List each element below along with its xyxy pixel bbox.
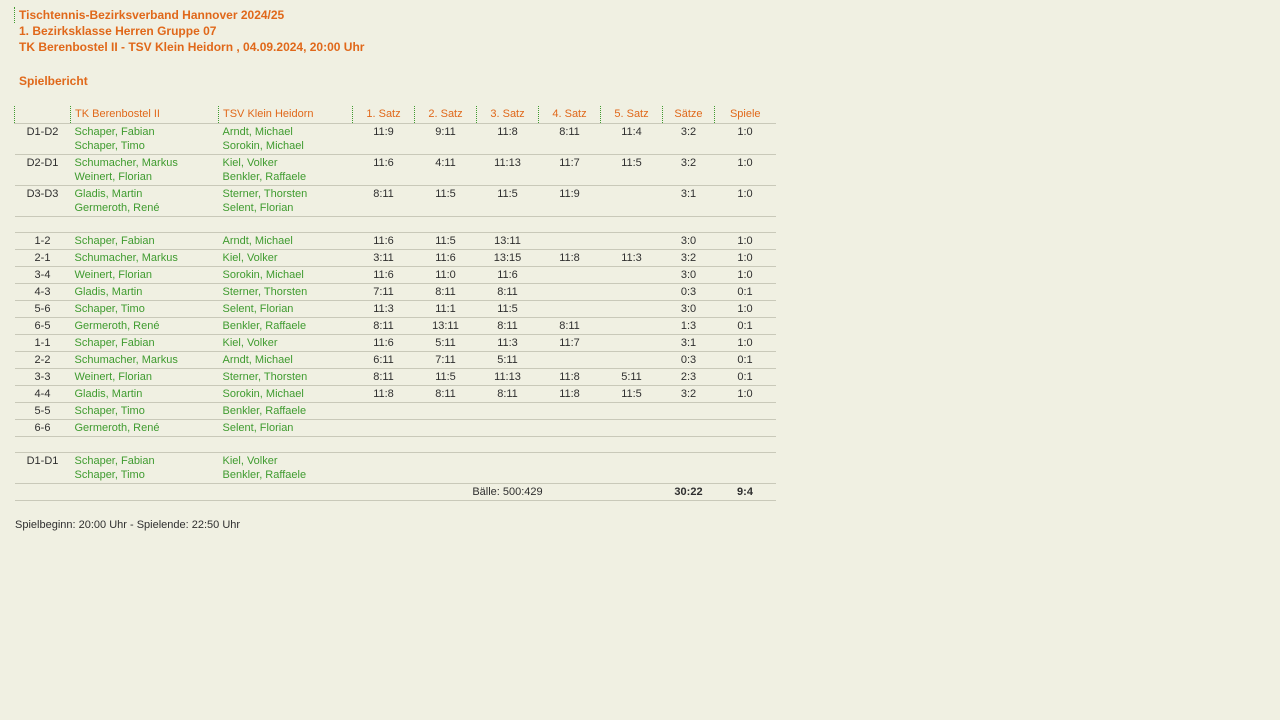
set-score-cell — [601, 233, 663, 250]
column-header-spiele: Spiele — [715, 106, 776, 124]
set-score-cell: 8:11 — [477, 386, 539, 403]
games-result-cell: 1:0 — [715, 301, 776, 318]
home-player-cell — [71, 420, 219, 437]
set-score-cell — [539, 453, 601, 484]
match-number-cell: D3-D3 — [15, 186, 71, 217]
sets-result-cell: 3:0 — [663, 301, 715, 318]
sets-result-cell: 3:0 — [663, 267, 715, 284]
singles-row — [15, 284, 776, 301]
sets-total-cell: 30:22 — [663, 484, 715, 501]
player-link[interactable]: Schaper, Timo — [74, 469, 145, 481]
home-player-cell — [71, 186, 219, 217]
set-score-cell: 11:5 — [415, 233, 477, 250]
games-result-cell: 0:1 — [715, 369, 776, 386]
match-number-cell: 1-1 — [15, 335, 71, 352]
match-number-cell: 4-4 — [15, 386, 71, 403]
association-title: Tischtennis-Bezirksverband Hannover 2024/25 — [14, 7, 284, 23]
away-player-cell — [219, 267, 353, 284]
match-number-cell: D2-D1 — [15, 155, 71, 186]
set-score-cell: 11:6 — [353, 233, 415, 250]
column-header-home-team: TK Berenbostel II — [71, 106, 219, 124]
away-player-cell — [219, 155, 353, 186]
set-score-cell — [601, 301, 663, 318]
sets-result-cell — [663, 453, 715, 484]
games-result-cell: 1:0 — [715, 386, 776, 403]
singles-row — [15, 369, 776, 386]
singles-row — [15, 250, 776, 267]
player-link[interactable]: Gladis, Martin — [74, 286, 143, 298]
player-link[interactable]: Benkler, Raffaele — [222, 405, 307, 417]
column-header-set4: 4. Satz — [539, 106, 601, 124]
spacer-row — [15, 217, 776, 233]
away-player-cell — [219, 335, 353, 352]
home-player-cell — [71, 284, 219, 301]
column-header-saetze: Sätze — [663, 106, 715, 124]
set-score-cell — [539, 403, 601, 420]
match-number-cell: 1-2 — [15, 233, 71, 250]
match-title: TK Berenbostel II - TSV Klein Heidorn , 04.09.2024, 20:00 Uhr — [19, 40, 365, 54]
column-header-match — [15, 106, 71, 124]
player-link[interactable]: Gladis, Martin — [74, 388, 143, 400]
player-link[interactable]: Arndt, Michael — [222, 354, 293, 366]
home-player-cell — [71, 250, 219, 267]
set-score-cell: 8:11 — [477, 318, 539, 335]
sets-result-cell: 0:3 — [663, 284, 715, 301]
home-player-cell — [71, 403, 219, 420]
sets-result-cell: 3:2 — [663, 124, 715, 155]
player-link[interactable]: Sorokin, Michael — [222, 140, 304, 152]
player-link[interactable]: Sterner, Thorsten — [222, 188, 308, 200]
away-player-cell — [219, 124, 353, 155]
set-score-cell: 11:7 — [539, 335, 601, 352]
away-player-cell — [219, 369, 353, 386]
home-player-cell — [71, 318, 219, 335]
set-score-cell: 13:11 — [477, 233, 539, 250]
report-heading: Spielbericht — [19, 74, 88, 88]
set-score-cell: 11:6 — [353, 335, 415, 352]
set-score-cell: 8:11 — [353, 186, 415, 217]
home-player-cell — [71, 233, 219, 250]
set-score-cell: 8:11 — [353, 369, 415, 386]
league-title: 1. Bezirksklasse Herren Gruppe 07 — [19, 24, 217, 38]
player-link[interactable]: Arndt, Michael — [222, 235, 293, 247]
set-score-cell: 11:6 — [353, 155, 415, 186]
player-link[interactable]: Selent, Florian — [222, 303, 294, 315]
set-score-cell: 8:11 — [539, 318, 601, 335]
set-score-cell — [539, 420, 601, 437]
set-score-cell: 11:5 — [477, 301, 539, 318]
player-link[interactable]: Selent, Florian — [222, 202, 294, 214]
match-number-cell: 5-6 — [15, 301, 71, 318]
player-link[interactable]: Schaper, Fabian — [74, 455, 155, 467]
player-link[interactable]: Weinert, Florian — [74, 371, 152, 383]
games-result-cell: 1:0 — [715, 124, 776, 155]
player-link[interactable]: Benkler, Raffaele — [222, 469, 307, 481]
set-score-cell — [415, 453, 477, 484]
match-report-table — [14, 106, 776, 501]
sets-result-cell: 3:2 — [663, 250, 715, 267]
games-result-cell: 1:0 — [715, 250, 776, 267]
player-link[interactable]: Germeroth, René — [74, 320, 160, 332]
games-total-cell: 9:4 — [715, 484, 776, 501]
home-player-cell — [71, 267, 219, 284]
set-score-cell — [601, 453, 663, 484]
home-player-cell — [71, 369, 219, 386]
player-link[interactable]: Schumacher, Markus — [74, 354, 178, 366]
doubles-row — [15, 453, 776, 484]
set-score-cell: 11:3 — [353, 301, 415, 318]
home-player-cell — [71, 155, 219, 186]
set-score-cell — [539, 233, 601, 250]
sets-result-cell — [663, 403, 715, 420]
match-number-cell: 3-3 — [15, 369, 71, 386]
spacer-row — [15, 437, 776, 453]
set-score-cell: 8:11 — [353, 318, 415, 335]
set-score-cell — [477, 420, 539, 437]
set-score-cell: 11:1 — [415, 301, 477, 318]
set-score-cell — [601, 352, 663, 369]
set-score-cell: 8:11 — [415, 386, 477, 403]
set-score-cell: 11:5 — [601, 386, 663, 403]
away-player-cell — [219, 250, 353, 267]
set-score-cell: 11:6 — [353, 267, 415, 284]
away-player-cell — [219, 420, 353, 437]
set-score-cell: 11:9 — [353, 124, 415, 155]
set-score-cell — [539, 352, 601, 369]
home-player-cell — [71, 301, 219, 318]
match-number-cell: 5-5 — [15, 403, 71, 420]
singles-row — [15, 420, 776, 437]
sets-result-cell: 3:0 — [663, 233, 715, 250]
set-score-cell — [601, 284, 663, 301]
set-score-cell — [601, 403, 663, 420]
page-header — [14, 7, 1280, 55]
games-result-cell: 0:1 — [715, 284, 776, 301]
set-score-cell: 11:8 — [539, 250, 601, 267]
sets-result-cell: 1:3 — [663, 318, 715, 335]
singles-row — [15, 386, 776, 403]
away-player-cell — [219, 386, 353, 403]
set-score-cell: 11:4 — [601, 124, 663, 155]
singles-row — [15, 352, 776, 369]
player-link[interactable]: Schumacher, Markus — [74, 157, 178, 169]
home-player-cell — [71, 335, 219, 352]
player-link[interactable]: Kiel, Volker — [222, 157, 278, 169]
player-link[interactable]: Weinert, Florian — [74, 269, 152, 281]
sets-result-cell: 3:2 — [663, 155, 715, 186]
set-score-cell: 7:11 — [353, 284, 415, 301]
set-score-cell: 8:11 — [415, 284, 477, 301]
games-result-cell: 0:1 — [715, 352, 776, 369]
set-score-cell — [601, 267, 663, 284]
set-score-cell: 11:0 — [415, 267, 477, 284]
set-score-cell: 11:8 — [477, 124, 539, 155]
set-score-cell: 13:11 — [415, 318, 477, 335]
games-result-cell: 1:0 — [715, 267, 776, 284]
set-score-cell: 8:11 — [539, 124, 601, 155]
spacer-cell — [15, 437, 776, 453]
set-score-cell: 5:11 — [415, 335, 477, 352]
set-score-cell: 6:11 — [353, 352, 415, 369]
set-score-cell: 11:6 — [415, 250, 477, 267]
set-score-cell: 11:13 — [477, 155, 539, 186]
totals-empty-cell — [15, 484, 353, 501]
set-score-cell — [353, 420, 415, 437]
set-score-cell: 11:8 — [353, 386, 415, 403]
set-score-cell: 11:13 — [477, 369, 539, 386]
set-score-cell — [353, 453, 415, 484]
sets-result-cell — [663, 420, 715, 437]
set-score-cell: 3:11 — [353, 250, 415, 267]
set-score-cell — [477, 403, 539, 420]
player-link[interactable]: Arndt, Michael — [222, 126, 293, 138]
set-score-cell: 4:11 — [415, 155, 477, 186]
column-header-set5: 5. Satz — [601, 106, 663, 124]
match-number-cell: 4-3 — [15, 284, 71, 301]
player-link[interactable]: Schaper, Fabian — [74, 337, 155, 349]
set-score-cell: 5:11 — [477, 352, 539, 369]
games-result-cell: 1:0 — [715, 155, 776, 186]
away-player-cell — [219, 403, 353, 420]
spacer-cell — [15, 217, 776, 233]
set-score-cell: 11:5 — [415, 369, 477, 386]
set-score-cell: 7:11 — [415, 352, 477, 369]
singles-row — [15, 267, 776, 284]
set-score-cell — [601, 186, 663, 217]
doubles-row — [15, 155, 776, 186]
away-player-cell — [219, 186, 353, 217]
sets-result-cell: 3:1 — [663, 335, 715, 352]
set-score-cell: 11:8 — [539, 369, 601, 386]
player-link[interactable]: Schumacher, Markus — [74, 252, 178, 264]
sets-result-cell: 3:1 — [663, 186, 715, 217]
doubles-row — [15, 124, 776, 155]
match-number-cell: 2-1 — [15, 250, 71, 267]
table-header — [15, 106, 776, 124]
games-result-cell — [715, 403, 776, 420]
player-link[interactable]: Kiel, Volker — [222, 252, 278, 264]
set-score-cell: 11:5 — [601, 155, 663, 186]
set-score-cell — [415, 420, 477, 437]
sets-result-cell: 0:3 — [663, 352, 715, 369]
balls-total-cell: Bälle: 500:429 — [353, 484, 663, 501]
set-score-cell: 11:3 — [601, 250, 663, 267]
match-number-cell: 6-6 — [15, 420, 71, 437]
away-player-cell — [219, 453, 353, 484]
match-number-cell: D1-D1 — [15, 453, 71, 484]
games-result-cell — [715, 453, 776, 484]
set-score-cell — [539, 284, 601, 301]
home-player-cell — [71, 386, 219, 403]
player-link[interactable]: Selent, Florian — [222, 422, 294, 434]
player-link[interactable]: Kiel, Volker — [222, 455, 278, 467]
player-link[interactable]: Germeroth, René — [74, 202, 160, 214]
away-player-cell — [219, 284, 353, 301]
sets-result-cell: 2:3 — [663, 369, 715, 386]
column-header-set1: 1. Satz — [353, 106, 415, 124]
home-player-cell — [71, 124, 219, 155]
match-number-cell: D1-D2 — [15, 124, 71, 155]
player-link[interactable]: Weinert, Florian — [74, 171, 152, 183]
singles-row — [15, 335, 776, 352]
set-score-cell — [353, 403, 415, 420]
match-number-cell: 2-2 — [15, 352, 71, 369]
away-player-cell — [219, 352, 353, 369]
match-number-cell: 6-5 — [15, 318, 71, 335]
games-result-cell: 1:0 — [715, 233, 776, 250]
player-link[interactable]: Schaper, Fabian — [74, 126, 155, 138]
set-score-cell: 11:6 — [477, 267, 539, 284]
set-score-cell: 11:5 — [477, 186, 539, 217]
player-link[interactable]: Benkler, Raffaele — [222, 320, 307, 332]
away-player-cell — [219, 233, 353, 250]
set-score-cell: 11:3 — [477, 335, 539, 352]
set-score-cell — [601, 335, 663, 352]
set-score-cell — [415, 403, 477, 420]
set-score-cell — [539, 267, 601, 284]
set-score-cell: 5:11 — [601, 369, 663, 386]
doubles-row — [15, 186, 776, 217]
player-link[interactable]: Gladis, Martin — [74, 188, 143, 200]
set-score-cell: 13:15 — [477, 250, 539, 267]
sets-result-cell: 3:2 — [663, 386, 715, 403]
singles-row — [15, 318, 776, 335]
games-result-cell — [715, 420, 776, 437]
games-result-cell: 0:1 — [715, 318, 776, 335]
set-score-cell — [477, 453, 539, 484]
games-result-cell: 1:0 — [715, 186, 776, 217]
match-number-cell: 3-4 — [15, 267, 71, 284]
singles-row — [15, 233, 776, 250]
player-link[interactable]: Schaper, Fabian — [74, 235, 155, 247]
singles-row — [15, 301, 776, 318]
away-player-cell — [219, 318, 353, 335]
player-link[interactable]: Sorokin, Michael — [222, 269, 304, 281]
player-link[interactable]: Schaper, Timo — [74, 303, 145, 315]
set-score-cell: 11:9 — [539, 186, 601, 217]
set-score-cell — [601, 420, 663, 437]
set-score-cell — [601, 318, 663, 335]
match-times: Spielbeginn: 20:00 Uhr - Spielende: 22:50 Uhr — [15, 519, 241, 531]
home-player-cell — [71, 352, 219, 369]
player-link[interactable]: Germeroth, René — [74, 422, 160, 434]
totals-row — [15, 484, 776, 501]
set-score-cell: 11:7 — [539, 155, 601, 186]
home-player-cell — [71, 453, 219, 484]
player-link[interactable]: Sorokin, Michael — [222, 388, 304, 400]
set-score-cell — [539, 301, 601, 318]
set-score-cell: 9:11 — [415, 124, 477, 155]
set-score-cell: 11:5 — [415, 186, 477, 217]
header-row — [15, 106, 776, 124]
away-player-cell — [219, 301, 353, 318]
player-link[interactable]: Schaper, Timo — [74, 405, 145, 417]
column-header-away-team: TSV Klein Heidorn — [219, 106, 353, 124]
player-link[interactable]: Kiel, Volker — [222, 337, 278, 349]
set-score-cell: 8:11 — [477, 284, 539, 301]
column-header-set3: 3. Satz — [477, 106, 539, 124]
player-link[interactable]: Benkler, Raffaele — [222, 171, 307, 183]
column-header-set2: 2. Satz — [415, 106, 477, 124]
games-result-cell: 1:0 — [715, 335, 776, 352]
player-link[interactable]: Sterner, Thorsten — [222, 371, 308, 383]
set-score-cell: 11:8 — [539, 386, 601, 403]
player-link[interactable]: Schaper, Timo — [74, 140, 145, 152]
table-body — [15, 124, 776, 501]
player-link[interactable]: Sterner, Thorsten — [222, 286, 308, 298]
singles-row — [15, 403, 776, 420]
